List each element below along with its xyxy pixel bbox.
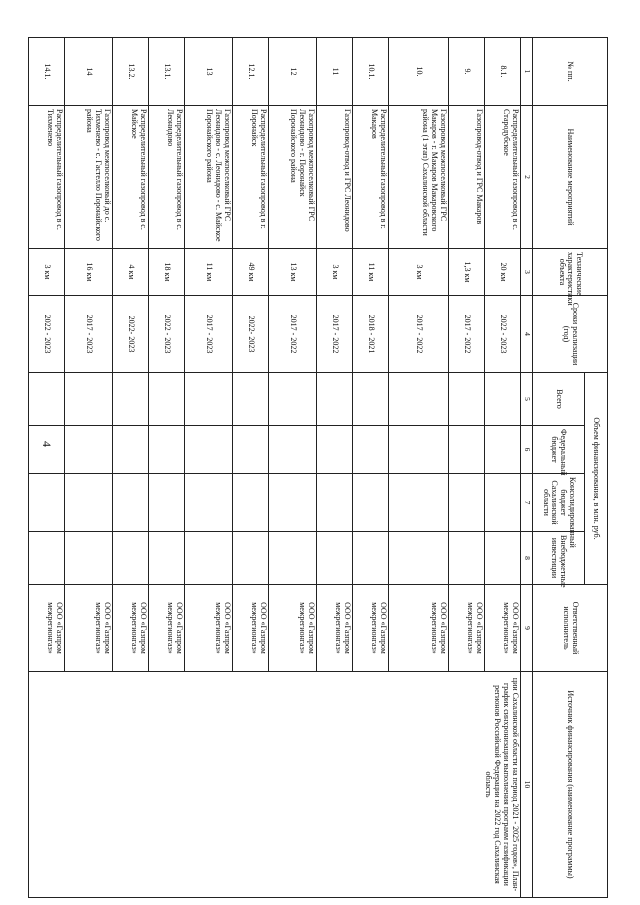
row-consolidated — [233, 474, 269, 532]
row-tech: 20 км — [485, 249, 521, 296]
row-executor: ООО «Газпром межрегионгаз» — [149, 585, 185, 672]
row-federal — [113, 426, 149, 474]
row-period: 2022 - 2023 — [485, 296, 521, 373]
header-row-1 — [585, 38, 608, 898]
row-tech: 16 км — [65, 249, 113, 296]
col-index: 5 — [521, 373, 533, 426]
row-executor: ООО «Газпром межрегионгаз» — [65, 585, 113, 672]
header-source: Источник финансирования (наименование программы) — [533, 672, 608, 898]
row-consolidated — [65, 474, 113, 532]
header-executor: Ответственный исполнитель — [533, 585, 608, 672]
document-content — [42, 37, 608, 892]
row-name: Газопровод межпоселковый ГРС Леонидово - г. Поронайск Поронайского района — [269, 106, 317, 249]
row-federal — [317, 426, 353, 474]
row-num: 12.1. — [233, 38, 269, 106]
row-federal — [233, 426, 269, 474]
row-total — [389, 373, 449, 426]
row-period: 2017 - 2022 — [449, 296, 485, 373]
row-executor: ООО «Газпром межрегионгаз» — [185, 585, 233, 672]
row-total — [449, 373, 485, 426]
row-tech: 4 км — [113, 249, 149, 296]
col-index: 8 — [521, 532, 533, 585]
row-extra — [113, 532, 149, 585]
row-consolidated — [269, 474, 317, 532]
col-index: 7 — [521, 474, 533, 532]
row-consolidated — [29, 474, 65, 532]
row-period: 2022 - 2023 — [149, 296, 185, 373]
row-federal — [185, 426, 233, 474]
row-tech: 3 км — [29, 249, 65, 296]
col-index: 2 — [521, 106, 533, 249]
row-executor: ООО «Газпром межрегионгаз» — [485, 585, 521, 672]
row-total — [185, 373, 233, 426]
row-federal — [269, 426, 317, 474]
row-total — [353, 373, 389, 426]
column-index-row — [521, 38, 533, 898]
row-total — [65, 373, 113, 426]
row-name: Газопровод-отвод и ГРС Леонидово — [317, 106, 353, 249]
header-total: Всего — [533, 373, 585, 426]
row-tech: 3 км — [389, 249, 449, 296]
row-extra — [185, 532, 233, 585]
row-consolidated — [389, 474, 449, 532]
row-name: Распределительный газопровод в с. Тихменево — [29, 106, 65, 249]
row-executor: ООО «Газпром межрегионгаз» — [389, 585, 449, 672]
row-executor: ООО «Газпром межрегионгаз» — [317, 585, 353, 672]
row-executor: ООО «Газпром межрегионгаз» — [353, 585, 389, 672]
row-name: Распределительный газопровод в с. Стародубское — [485, 106, 521, 249]
row-num: 9. — [449, 38, 485, 106]
row-period: 2017 - 2023 — [185, 296, 233, 373]
financing-table — [28, 37, 608, 898]
col-index: 10 — [521, 672, 533, 898]
row-extra — [233, 532, 269, 585]
row-federal — [29, 426, 65, 474]
row-name: Распределительный газопровод в с. Леонидово — [149, 106, 185, 249]
row-tech: 18 км — [149, 249, 185, 296]
header-extra: Внебюджетные инвестиции — [533, 532, 585, 585]
row-period: 2017 - 2022 — [317, 296, 353, 373]
row-consolidated — [113, 474, 149, 532]
row-total — [149, 373, 185, 426]
row-name: Газопровод межпоселковый ГРС Леонидово - с. Леонидово - с. Майское Поронайского района — [185, 106, 233, 249]
row-num: 13.2. — [113, 38, 149, 106]
financing-source: ции Сахалинской области на период 2021 - 2025 годов», План-график синхронизации выполнения программ газификации регионов Российской Федерации на 2022 год Сахалинская область — [29, 672, 521, 898]
row-name: Распределительный газопровод в г. Макаров — [353, 106, 389, 249]
row-period: 2022- 2023 — [113, 296, 149, 373]
row-period: 2017 - 2022 — [389, 296, 449, 373]
rotated-table-area — [42, 37, 608, 892]
header-tech: Технические характеристики объекта — [533, 249, 608, 296]
row-tech: 11 км — [353, 249, 389, 296]
row-consolidated — [317, 474, 353, 532]
row-num: 10.1. — [353, 38, 389, 106]
row-extra — [269, 532, 317, 585]
row-federal — [149, 426, 185, 474]
col-index: 3 — [521, 249, 533, 296]
row-name: Газопровод-отвод и ГРС Макаров — [449, 106, 485, 249]
row-extra — [29, 532, 65, 585]
col-index: 1 — [521, 38, 533, 106]
row-num: 11 — [317, 38, 353, 106]
row-num: 13 — [185, 38, 233, 106]
row-name: Газопровод межпоселковый до с. Тихменево - с. Гастелло Поронайского района — [65, 106, 113, 249]
row-extra — [65, 532, 113, 585]
row-consolidated — [149, 474, 185, 532]
row-num: 14.1. — [29, 38, 65, 106]
row-consolidated — [485, 474, 521, 532]
row-num: 13.1. — [149, 38, 185, 106]
row-tech: 49 км — [233, 249, 269, 296]
row-executor: ООО «Газпром межрегионгаз» — [233, 585, 269, 672]
row-period: 2017 - 2023 — [65, 296, 113, 373]
row-extra — [149, 532, 185, 585]
row-name: Распределительный газопровод в с. Майское — [113, 106, 149, 249]
row-period: 2022 - 2023 — [29, 296, 65, 373]
row-name: Газопровод межпоселковый ГРС Макаров - г. Макаров Макаровского района (1 этап) Сахалинской области — [389, 106, 449, 249]
row-num: 14 — [65, 38, 113, 106]
row-total — [113, 373, 149, 426]
row-total — [233, 373, 269, 426]
row-extra — [353, 532, 389, 585]
row-consolidated — [185, 474, 233, 532]
row-total — [269, 373, 317, 426]
header-period: Сроки реализации (год) — [533, 296, 608, 373]
row-period: 2017 - 2022 — [269, 296, 317, 373]
col-index: 9 — [521, 585, 533, 672]
row-executor: ООО «Газпром межрегионгаз» — [29, 585, 65, 672]
header-consolidated: Консолидированный бюджет Сахалинской области — [533, 474, 585, 532]
row-consolidated — [449, 474, 485, 532]
row-num: 8.1. — [485, 38, 521, 106]
row-executor: ООО «Газпром межрегионгаз» — [269, 585, 317, 672]
row-extra — [449, 532, 485, 585]
row-tech: 11 км — [185, 249, 233, 296]
row-period: 2018 - 2021 — [353, 296, 389, 373]
row-tech: 13 км — [269, 249, 317, 296]
header-num: № пп. — [533, 38, 608, 106]
row-federal — [485, 426, 521, 474]
row-extra — [317, 532, 353, 585]
table-row — [485, 38, 521, 898]
row-federal — [353, 426, 389, 474]
row-federal — [389, 426, 449, 474]
row-num: 12 — [269, 38, 317, 106]
row-period: 2022- 2023 — [233, 296, 269, 373]
row-extra — [389, 532, 449, 585]
col-index: 4 — [521, 296, 533, 373]
header-name: Наименование мероприятий — [533, 106, 608, 249]
header-volume: Объем финансирования, в млн. руб. — [585, 373, 608, 585]
row-federal — [449, 426, 485, 474]
col-index: 6 — [521, 426, 533, 474]
row-tech: 3 км — [317, 249, 353, 296]
row-total — [29, 373, 65, 426]
header-federal: Федеральный бюджет — [533, 426, 585, 474]
page-number: 4 — [40, 441, 54, 447]
row-extra — [485, 532, 521, 585]
row-executor: ООО «Газпром межрегионгаз» — [113, 585, 149, 672]
row-consolidated — [353, 474, 389, 532]
row-tech: 1,3 км — [449, 249, 485, 296]
row-total — [485, 373, 521, 426]
row-num: 10. — [389, 38, 449, 106]
row-federal — [65, 426, 113, 474]
row-name: Распределительный газопровод в г. Поронайск — [233, 106, 269, 249]
row-total — [317, 373, 353, 426]
row-executor: ООО «Газпром межрегионгаз» — [449, 585, 485, 672]
